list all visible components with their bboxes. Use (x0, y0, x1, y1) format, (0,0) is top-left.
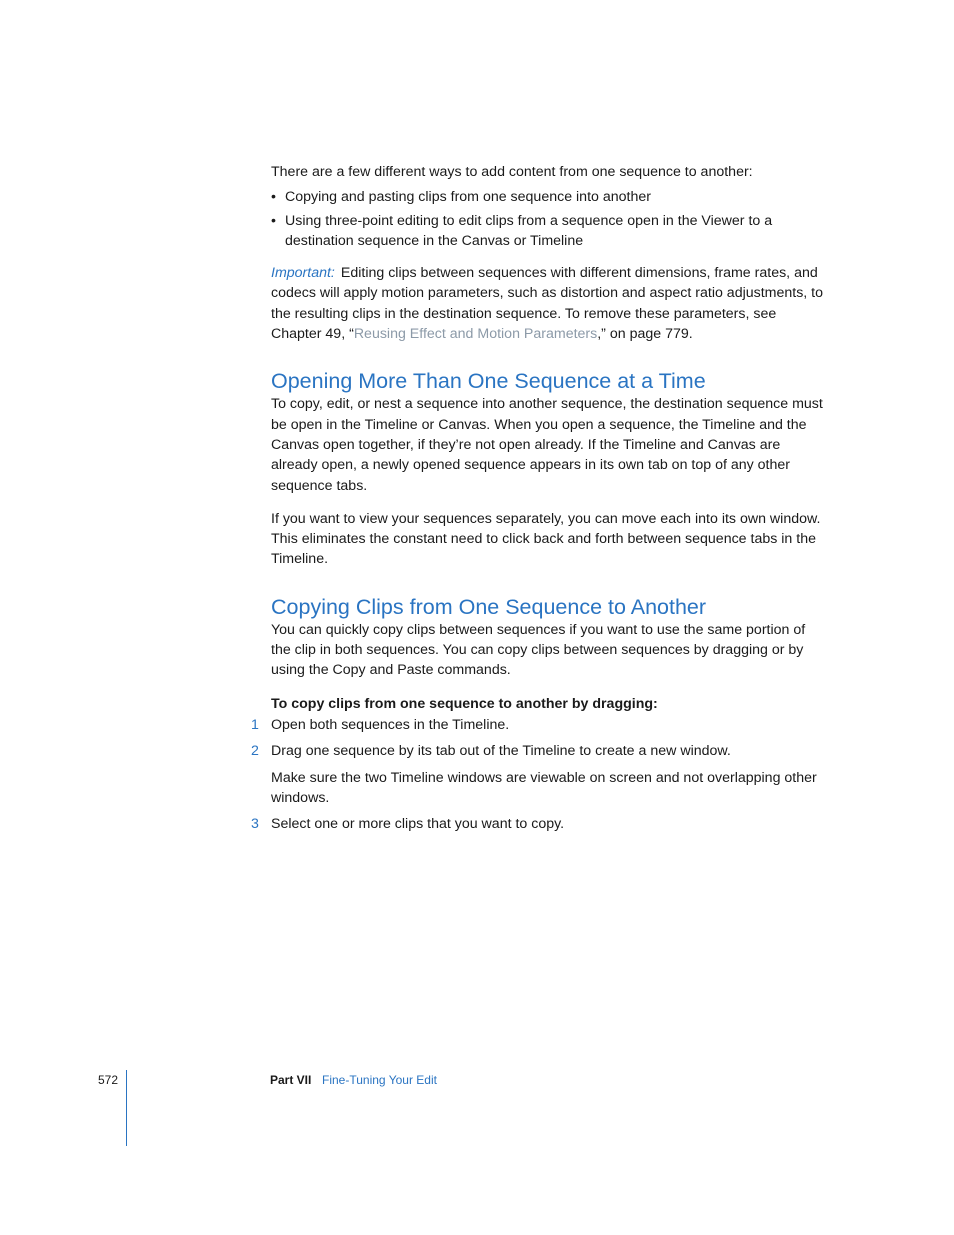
page-number: 572 (98, 1073, 119, 1087)
footer-part-label: Part VII (270, 1073, 312, 1087)
section-heading-copying-clips: Copying Clips from One Sequence to Another (271, 594, 707, 619)
step-note: Make sure the two Timeline windows are viewable on screen and not overlapping other windows. (271, 769, 817, 806)
bullet-icon: • (271, 189, 276, 206)
step-text: Select one or more clips that you want to copy. (271, 816, 565, 833)
section1-paragraph-1: To copy, edit, or nest a sequence into another sequence, the destination sequence must be open in the Timeline or Canvas. When you open a sequence, the Timeline and the Canvas open together, if they’re not open already. If the Timeline and Canvas are already open, a newly opened sequence appears in its own tab on top of any other sequence tabs. (271, 396, 823, 494)
step-number: 2 (251, 743, 259, 760)
cross-reference-link[interactable]: Reusing Effect and Motion Parameters (353, 326, 598, 343)
step-item (251, 741, 823, 761)
bullet-text: Copying and pasting clips from one sequence into another (285, 189, 651, 206)
intro-paragraph: There are a few different ways to add content from one sequence to another: (271, 164, 753, 180)
important-text: Editing clips between sequences with different dimensions, frame rates, and codecs will apply motion parameters, such as distortion and aspect ratio adjustments, to the resulting clips in the destination sequence. To remove these parameters, see Chapter 49, “ (271, 265, 824, 343)
bullet-item (271, 187, 823, 207)
step-text: Open both sequences in the Timeline. (271, 716, 510, 733)
bullet-icon: • (271, 212, 276, 229)
section2-paragraph-1: You can quickly copy clips between sequences if you want to use the same portion of the clip in both sequences. You can copy clips between sequences by dragging or by using the Copy and Paste commands. (271, 621, 806, 679)
task-title: To copy clips from one sequence to another by dragging: (271, 695, 658, 712)
section1-paragraph-2: If you want to view your sequences separately, you can move each into its own window. This eliminates the constant need to click back and forth between sequence tabs in the Timeline. (271, 510, 821, 568)
footer-chapter-title[interactable]: Fine-Tuning Your Edit (322, 1073, 437, 1087)
important-label: Important: (271, 265, 335, 282)
step-number: 1 (251, 716, 259, 733)
important-note (271, 263, 823, 344)
important-text-end: ,” on page 779. (597, 326, 693, 343)
footer-divider (126, 1070, 127, 1146)
bullet-text: Using three-point editing to edit clips from a sequence open in the Viewer to a destination sequence in the Canvas or Timeline (285, 212, 773, 249)
page-content (251, 162, 824, 840)
step-number: 3 (251, 816, 259, 833)
section-heading-opening-sequences: Opening More Than One Sequence at a Time (271, 369, 706, 394)
step-item (251, 814, 823, 834)
step-item (251, 715, 823, 735)
step-text: Drag one sequence by its tab out of the Timeline to create a new window. (271, 743, 731, 760)
bullet-list (271, 187, 823, 251)
bullet-item (271, 211, 823, 252)
